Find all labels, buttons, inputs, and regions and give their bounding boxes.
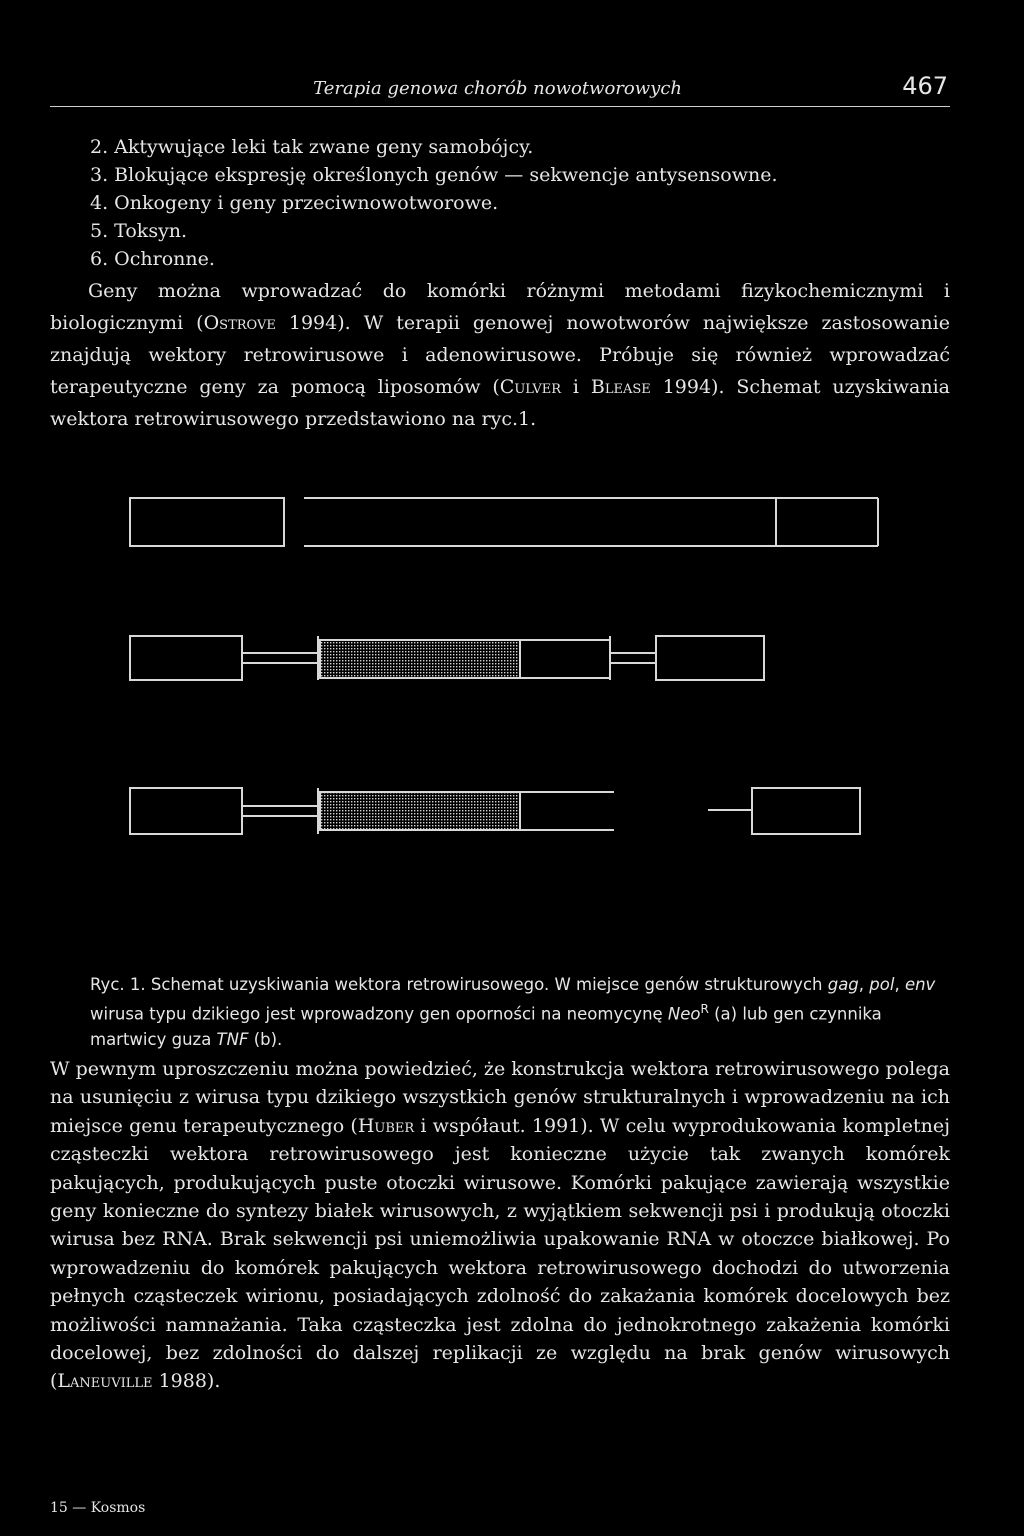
- text-run: i: [561, 376, 591, 398]
- ltr-left-box: [130, 788, 242, 834]
- citation-author: Laneuville: [57, 1370, 153, 1393]
- text-run: 1994). Schemat uzyskiwania wektora retrowirusowego przedstawiono na ryc.1.: [50, 376, 950, 430]
- construct-wild-type: [130, 498, 878, 546]
- list-item: 2. Aktywujące leki tak zwane geny samobójcy.: [90, 136, 534, 158]
- text-run: wirusa typu dzikiego jest wprowadzony gen oporności na neomycynę: [90, 1004, 668, 1024]
- ltr-left-box: [130, 498, 284, 546]
- citation-author: Blease: [590, 376, 651, 398]
- text-run: 1988).: [152, 1370, 221, 1393]
- paragraph-methods: [50, 275, 950, 435]
- text-run: (a) lub gen czynnika martwicy guza: [90, 1004, 882, 1049]
- citation-author: Ostrove: [203, 312, 276, 334]
- paragraph-text: [50, 275, 950, 435]
- running-title: Terapia genowa chorób nowotworowych: [313, 78, 682, 99]
- gene-name: gag: [827, 975, 859, 994]
- caption-text: [90, 972, 950, 1052]
- list-item: 3. Blokujące ekspresję określonych genów — sekwencje antysensowne.: [90, 164, 778, 186]
- construct-a: [130, 636, 764, 680]
- figure-diagram: [0, 480, 1024, 860]
- paragraph-text: [50, 1055, 950, 1396]
- text-run: ,: [858, 975, 870, 994]
- text-run: i współaut. 1991). W celu wyprodukowania kompletnej cząsteczki wektora retrowirusowego jest konieczne użycie tak zwanych komórek pakujących, produkujących puste otoczki wirusowe. Komórki pakujące zawierają wszystkie geny konieczne do syntezy białek wirusowych, z wyjątkiem sekwencji psi i produkują otoczki wirusa bez RNA. Brak sekwencji psi uniemożliwia upakowanie RNA w otoczce białkowej. Po wprowadzeniu do komórek pakujących wektora retrowirusowego dochodzi do utworzenia pełnych cząsteczek wirionu, posiadających zdolność do zakażania komórek docelowych bez możliwości namnażania. Taka cząsteczka jest zdolna do jednokrotnego zakażenia komórki docelowej, bez zdolności do dalszej replikacji ze względu na brak genów wirusowych (: [50, 1114, 950, 1393]
- paragraph-vector-construction: [50, 1055, 950, 1396]
- ltr-right-box: [752, 788, 860, 834]
- text-run: Ryc. 1. Schemat uzyskiwania wektora retrowirusowego. W miejsce genów strukturowych: [90, 975, 828, 994]
- ltr-left-box: [130, 636, 242, 680]
- text-run: ,: [894, 975, 905, 994]
- inserted-gene-box: [520, 640, 610, 678]
- construct-b: [130, 788, 860, 834]
- text-run: Geny można wprowadzać do komórki różnymi metodami fizykochemicznymi i biologicznymi (: [50, 280, 950, 334]
- gene-name: pol: [869, 975, 895, 994]
- figure-retroviral-vector: [0, 480, 1024, 860]
- gene-list: [90, 133, 950, 273]
- text-run: W pewnym uproszczeniu można powiedzieć, że konstrukcja wektora retrowirusowego polega na usunięciu z wirusa typu dzikiego wszystkich genów strukturalnych i wprowadzeniu na ich miejsce genu terapeutycznego (: [50, 1058, 950, 1137]
- citation-author: Culver: [499, 376, 562, 398]
- page-footer: 15 — Kosmos: [50, 1500, 146, 1516]
- list-item: 5. Toksyn.: [90, 220, 188, 242]
- page-header: [50, 72, 950, 107]
- list-item: 6. Ochronne.: [90, 248, 215, 270]
- page-number: 467: [902, 72, 948, 100]
- text-run: (b).: [248, 1029, 283, 1049]
- figure-caption: [90, 972, 950, 1052]
- gene-name: TNF: [216, 1029, 249, 1049]
- ltr-right-box: [656, 636, 764, 680]
- list-item: 4. Onkogeny i geny przeciwnowotworowe.: [90, 192, 499, 214]
- inserted-gene-dotted: [320, 640, 520, 678]
- superscript: R: [700, 1002, 709, 1016]
- gene-name: env: [904, 975, 936, 994]
- citation-author: Huber: [357, 1114, 415, 1137]
- text-run: 1994). W terapii genowej nowotworów największe zastosowanie znajdują wektory retrowirusowe i adenowirusowe. Próbuje się również wprowadzać terapeutyczne geny za pomocą liposomów (: [50, 312, 950, 398]
- inserted-gene-dotted: [320, 792, 520, 830]
- gene-name: Neo: [667, 1004, 701, 1024]
